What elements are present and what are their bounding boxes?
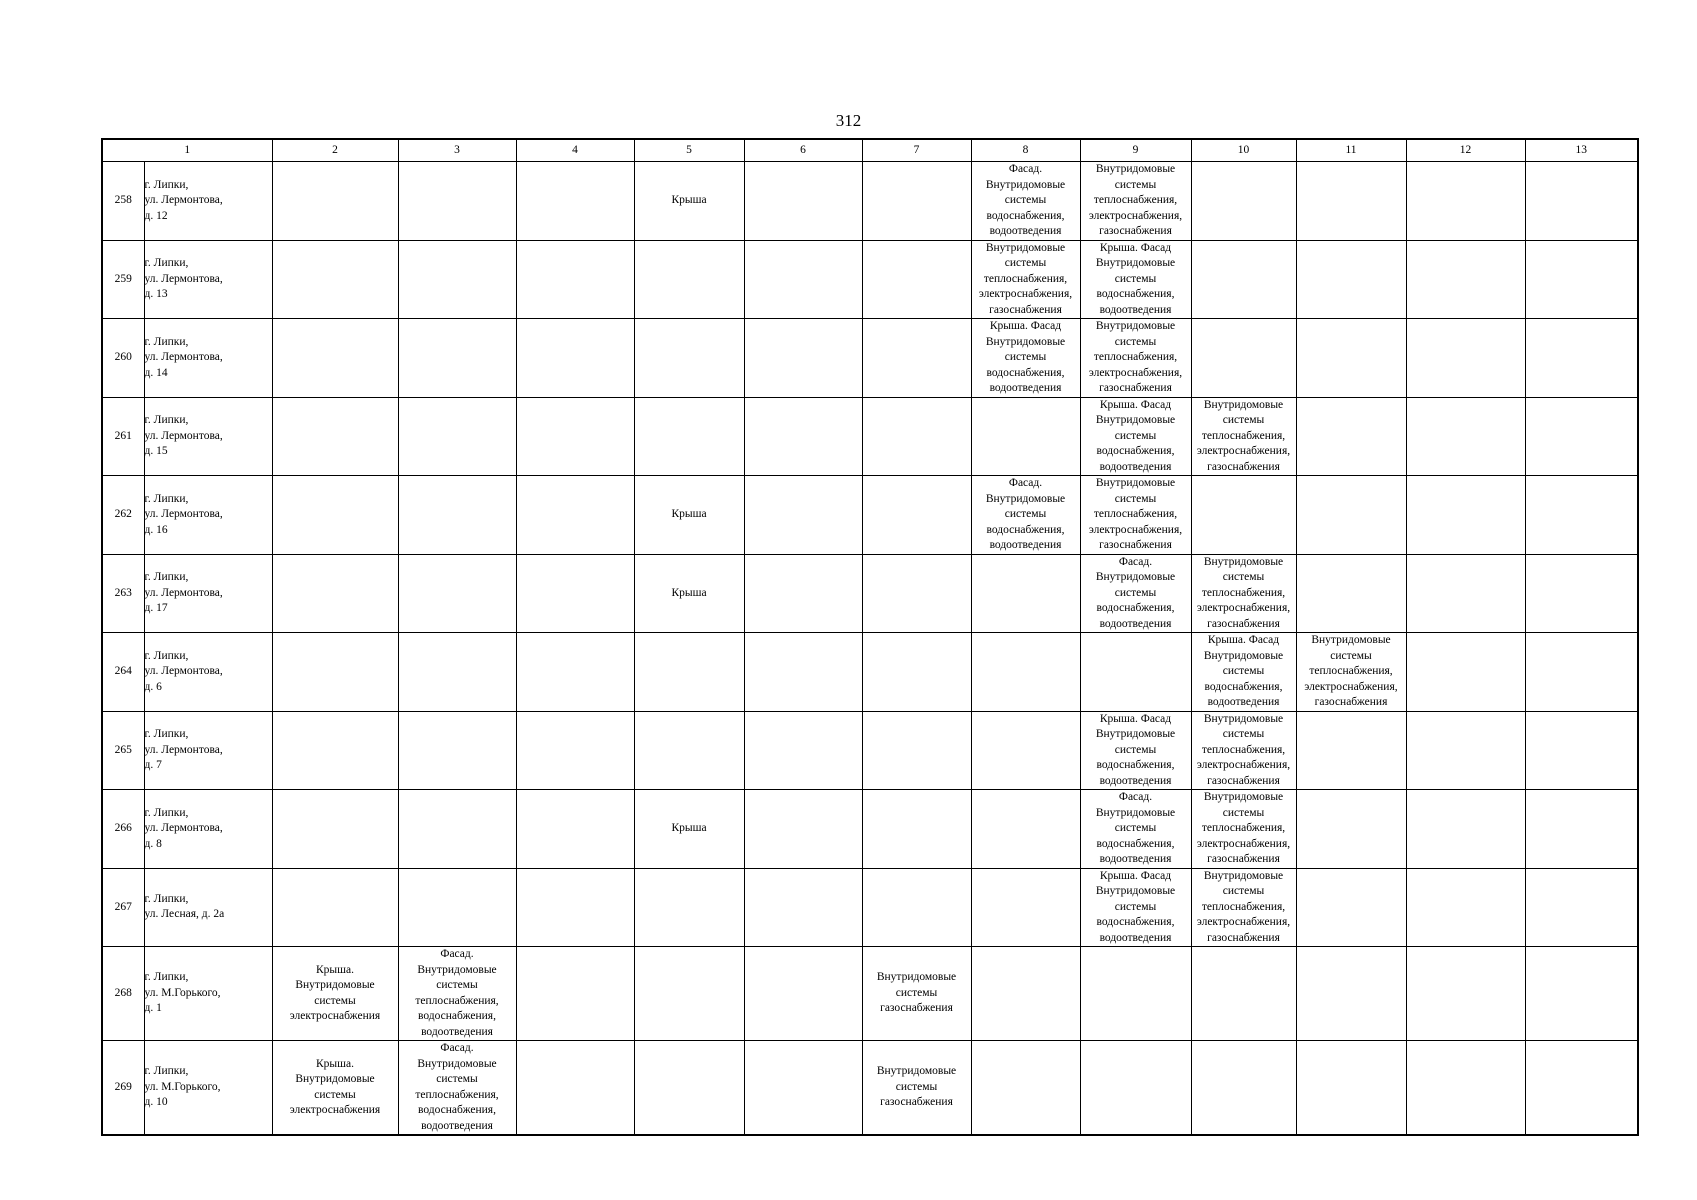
work-cell-col-7: Внутридомовые системы газоснабжения — [862, 1041, 971, 1136]
work-cell-col-5 — [634, 319, 744, 398]
work-cell-col-12 — [1406, 476, 1525, 555]
work-cell-col-12 — [1406, 633, 1525, 712]
work-cell-col-5 — [634, 397, 744, 476]
work-cell-col-8 — [971, 554, 1080, 633]
work-cell-col-12 — [1406, 240, 1525, 319]
page-number: 312 — [835, 111, 862, 130]
work-cell-col-9: Фасад. Внутридомовые системы водоснабжения, водоотведения — [1080, 554, 1191, 633]
work-cell-col-2: Крыша. Внутридомовые системы электроснабжения — [272, 947, 398, 1041]
work-cell-col-12 — [1406, 947, 1525, 1041]
work-cell-col-12 — [1406, 397, 1525, 476]
work-cell-col-2 — [272, 397, 398, 476]
work-cell-col-9: Крыша. Фасад Внутридомовые системы водоснабжения, водоотведения — [1080, 868, 1191, 947]
work-cell-col-5: Крыша — [634, 162, 744, 241]
column-header: 7 — [862, 139, 971, 162]
table-row — [102, 633, 1638, 712]
work-cell-col-8: Фасад. Внутридомовые системы водоснабжения, водоотведения — [971, 476, 1080, 555]
work-cell-col-3 — [398, 868, 516, 947]
address-cell: г. Липки, ул. Лермонтова, д. 8 — [144, 790, 272, 869]
work-cell-col-3 — [398, 633, 516, 712]
work-cell-col-8 — [971, 790, 1080, 869]
work-cell-col-10: Внутридомовые системы теплоснабжения, электроснабжения, газоснабжения — [1191, 711, 1296, 790]
table-row — [102, 319, 1638, 398]
work-cell-col-3 — [398, 397, 516, 476]
work-cell-col-11 — [1296, 476, 1406, 555]
work-cell-col-11 — [1296, 162, 1406, 241]
work-cell-col-6 — [744, 711, 862, 790]
row-number: 269 — [102, 1041, 144, 1136]
work-cell-col-4 — [516, 790, 634, 869]
work-cell-col-4 — [516, 711, 634, 790]
work-cell-col-11 — [1296, 554, 1406, 633]
work-cell-col-13 — [1525, 319, 1638, 398]
row-number: 264 — [102, 633, 144, 712]
work-cell-col-4 — [516, 162, 634, 241]
work-cell-col-8 — [971, 633, 1080, 712]
work-cell-col-6 — [744, 633, 862, 712]
row-number: 259 — [102, 240, 144, 319]
work-cell-col-7: Внутридомовые системы газоснабжения — [862, 947, 971, 1041]
work-cell-col-11 — [1296, 790, 1406, 869]
address-cell: г. Липки, ул. Лермонтова, д. 14 — [144, 319, 272, 398]
work-cell-col-13 — [1525, 1041, 1638, 1136]
column-header: 1 — [102, 139, 272, 162]
row-number: 266 — [102, 790, 144, 869]
table-row — [102, 162, 1638, 241]
work-cell-col-7 — [862, 240, 971, 319]
address-cell: г. Липки, ул. Лермонтова, д. 6 — [144, 633, 272, 712]
work-cell-col-9: Крыша. Фасад Внутридомовые системы водоснабжения, водоотведения — [1080, 711, 1191, 790]
work-cell-col-12 — [1406, 1041, 1525, 1136]
work-cell-col-10: Внутридомовые системы теплоснабжения, электроснабжения, газоснабжения — [1191, 397, 1296, 476]
column-header: 11 — [1296, 139, 1406, 162]
table-row — [102, 947, 1638, 1041]
work-cell-col-4 — [516, 476, 634, 555]
work-cell-col-10 — [1191, 240, 1296, 319]
work-cell-col-6 — [744, 868, 862, 947]
work-cell-col-4 — [516, 947, 634, 1041]
work-cell-col-8: Крыша. Фасад Внутридомовые системы водоснабжения, водоотведения — [971, 319, 1080, 398]
address-cell: г. Липки, ул. Лермонтова, д. 13 — [144, 240, 272, 319]
work-cell-col-4 — [516, 397, 634, 476]
work-cell-col-13 — [1525, 162, 1638, 241]
work-cell-col-6 — [744, 162, 862, 241]
work-cell-col-4 — [516, 868, 634, 947]
work-cell-col-6 — [744, 240, 862, 319]
table-row — [102, 476, 1638, 555]
work-cell-col-4 — [516, 633, 634, 712]
table-row — [102, 397, 1638, 476]
work-cell-col-13 — [1525, 554, 1638, 633]
work-cell-col-12 — [1406, 319, 1525, 398]
work-cell-col-5 — [634, 711, 744, 790]
work-cell-col-9: Фасад. Внутридомовые системы водоснабжения, водоотведения — [1080, 790, 1191, 869]
work-cell-col-3: Фасад. Внутридомовые системы теплоснабжения, водоснабжения, водоотведения — [398, 947, 516, 1041]
work-cell-col-13 — [1525, 868, 1638, 947]
work-cell-col-2 — [272, 868, 398, 947]
table-body — [102, 162, 1638, 1136]
work-cell-col-2 — [272, 711, 398, 790]
work-cell-col-12 — [1406, 162, 1525, 241]
work-cell-col-2 — [272, 790, 398, 869]
work-cell-col-7 — [862, 162, 971, 241]
column-header: 12 — [1406, 139, 1525, 162]
work-cell-col-13 — [1525, 711, 1638, 790]
table-row — [102, 1041, 1638, 1136]
work-cell-col-12 — [1406, 711, 1525, 790]
address-cell: г. Липки, ул. Лермонтова, д. 12 — [144, 162, 272, 241]
address-cell: г. Липки, ул. Лермонтова, д. 7 — [144, 711, 272, 790]
work-cell-col-10: Внутридомовые системы теплоснабжения, электроснабжения, газоснабжения — [1191, 868, 1296, 947]
work-cell-col-9: Внутридомовые системы теплоснабжения, электроснабжения, газоснабжения — [1080, 319, 1191, 398]
work-cell-col-3 — [398, 790, 516, 869]
work-cell-col-12 — [1406, 868, 1525, 947]
work-cell-col-7 — [862, 554, 971, 633]
work-cell-col-5 — [634, 1041, 744, 1136]
work-cell-col-8 — [971, 1041, 1080, 1136]
address-cell: г. Липки, ул. Лермонтова, д. 16 — [144, 476, 272, 555]
row-number: 260 — [102, 319, 144, 398]
work-cell-col-5 — [634, 240, 744, 319]
column-header: 8 — [971, 139, 1080, 162]
work-cell-col-5 — [634, 868, 744, 947]
work-cell-col-7 — [862, 476, 971, 555]
work-cell-col-9: Внутридомовые системы теплоснабжения, электроснабжения, газоснабжения — [1080, 476, 1191, 555]
table-row — [102, 868, 1638, 947]
work-cell-col-10: Крыша. Фасад Внутридомовые системы водоснабжения, водоотведения — [1191, 633, 1296, 712]
work-cell-col-10 — [1191, 1041, 1296, 1136]
work-cell-col-3 — [398, 554, 516, 633]
work-cell-col-2 — [272, 633, 398, 712]
work-cell-col-3: Фасад. Внутридомовые системы теплоснабжения, водоснабжения, водоотведения — [398, 1041, 516, 1136]
row-number: 265 — [102, 711, 144, 790]
table-row — [102, 790, 1638, 869]
address-cell: г. Липки, ул. Лермонтова, д. 15 — [144, 397, 272, 476]
work-cell-col-8 — [971, 711, 1080, 790]
work-cell-col-4 — [516, 319, 634, 398]
column-number-row — [102, 139, 1638, 162]
column-header: 4 — [516, 139, 634, 162]
work-cell-col-12 — [1406, 790, 1525, 869]
work-cell-col-6 — [744, 1041, 862, 1136]
work-cell-col-3 — [398, 162, 516, 241]
address-cell: г. Липки, ул. М.Горького, д. 1 — [144, 947, 272, 1041]
work-cell-col-10 — [1191, 162, 1296, 241]
work-cell-col-6 — [744, 476, 862, 555]
work-cell-col-10: Внутридомовые системы теплоснабжения, электроснабжения, газоснабжения — [1191, 554, 1296, 633]
work-cell-col-10 — [1191, 476, 1296, 555]
work-cell-col-2: Крыша. Внутридомовые системы электроснабжения — [272, 1041, 398, 1136]
work-cell-col-13 — [1525, 397, 1638, 476]
column-header: 10 — [1191, 139, 1296, 162]
work-cell-col-7 — [862, 868, 971, 947]
work-cell-col-10 — [1191, 947, 1296, 1041]
row-number: 263 — [102, 554, 144, 633]
work-cell-col-6 — [744, 397, 862, 476]
address-cell: г. Липки, ул. М.Горького, д. 10 — [144, 1041, 272, 1136]
work-cell-col-12 — [1406, 554, 1525, 633]
work-cell-col-11 — [1296, 240, 1406, 319]
work-cell-col-9 — [1080, 633, 1191, 712]
work-cell-col-11 — [1296, 397, 1406, 476]
work-cell-col-7 — [862, 711, 971, 790]
row-number: 267 — [102, 868, 144, 947]
work-cell-col-6 — [744, 554, 862, 633]
work-cell-col-7 — [862, 633, 971, 712]
work-cell-col-8: Внутридомовые системы теплоснабжения, электроснабжения, газоснабжения — [971, 240, 1080, 319]
work-cell-col-11 — [1296, 319, 1406, 398]
table-row — [102, 554, 1638, 633]
work-cell-col-5: Крыша — [634, 476, 744, 555]
work-cell-col-8: Фасад. Внутридомовые системы водоснабжения, водоотведения — [971, 162, 1080, 241]
work-cell-col-13 — [1525, 633, 1638, 712]
work-cell-col-11: Внутридомовые системы теплоснабжения, электроснабжения, газоснабжения — [1296, 633, 1406, 712]
work-cell-col-2 — [272, 240, 398, 319]
work-cell-col-9 — [1080, 1041, 1191, 1136]
work-cell-col-2 — [272, 554, 398, 633]
work-cell-col-8 — [971, 397, 1080, 476]
table-row — [102, 240, 1638, 319]
column-header: 6 — [744, 139, 862, 162]
work-cell-col-3 — [398, 476, 516, 555]
work-cell-col-6 — [744, 319, 862, 398]
work-cell-col-5: Крыша — [634, 790, 744, 869]
row-number: 261 — [102, 397, 144, 476]
work-cell-col-11 — [1296, 947, 1406, 1041]
repair-schedule-table — [101, 138, 1639, 1136]
work-cell-col-11 — [1296, 868, 1406, 947]
work-cell-col-10 — [1191, 319, 1296, 398]
column-header: 13 — [1525, 139, 1638, 162]
address-cell: г. Липки, ул. Лермонтова, д. 17 — [144, 554, 272, 633]
work-cell-col-2 — [272, 319, 398, 398]
work-cell-col-5 — [634, 633, 744, 712]
work-cell-col-3 — [398, 240, 516, 319]
work-cell-col-4 — [516, 554, 634, 633]
row-number: 262 — [102, 476, 144, 555]
work-cell-col-13 — [1525, 476, 1638, 555]
work-cell-col-7 — [862, 319, 971, 398]
column-header: 3 — [398, 139, 516, 162]
column-header: 5 — [634, 139, 744, 162]
work-cell-col-7 — [862, 790, 971, 869]
column-header: 2 — [272, 139, 398, 162]
work-cell-col-10: Внутридомовые системы теплоснабжения, электроснабжения, газоснабжения — [1191, 790, 1296, 869]
work-cell-col-6 — [744, 947, 862, 1041]
work-cell-col-2 — [272, 162, 398, 241]
row-number: 268 — [102, 947, 144, 1041]
work-cell-col-4 — [516, 1041, 634, 1136]
work-cell-col-8 — [971, 868, 1080, 947]
work-cell-col-5 — [634, 947, 744, 1041]
work-cell-col-11 — [1296, 1041, 1406, 1136]
work-cell-col-9: Внутридомовые системы теплоснабжения, электроснабжения, газоснабжения — [1080, 162, 1191, 241]
work-cell-col-11 — [1296, 711, 1406, 790]
work-cell-col-13 — [1525, 240, 1638, 319]
work-cell-col-13 — [1525, 947, 1638, 1041]
work-cell-col-3 — [398, 319, 516, 398]
work-cell-col-9 — [1080, 947, 1191, 1041]
address-cell: г. Липки, ул. Лесная, д. 2а — [144, 868, 272, 947]
work-cell-col-2 — [272, 476, 398, 555]
work-cell-col-5: Крыша — [634, 554, 744, 633]
work-cell-col-13 — [1525, 790, 1638, 869]
work-cell-col-9: Крыша. Фасад Внутридомовые системы водоснабжения, водоотведения — [1080, 240, 1191, 319]
row-number: 258 — [102, 162, 144, 241]
table-row — [102, 711, 1638, 790]
work-cell-col-7 — [862, 397, 971, 476]
work-cell-col-9: Крыша. Фасад Внутридомовые системы водоснабжения, водоотведения — [1080, 397, 1191, 476]
work-cell-col-8 — [971, 947, 1080, 1041]
work-cell-col-6 — [744, 790, 862, 869]
work-cell-col-4 — [516, 240, 634, 319]
work-cell-col-3 — [398, 711, 516, 790]
column-header: 9 — [1080, 139, 1191, 162]
